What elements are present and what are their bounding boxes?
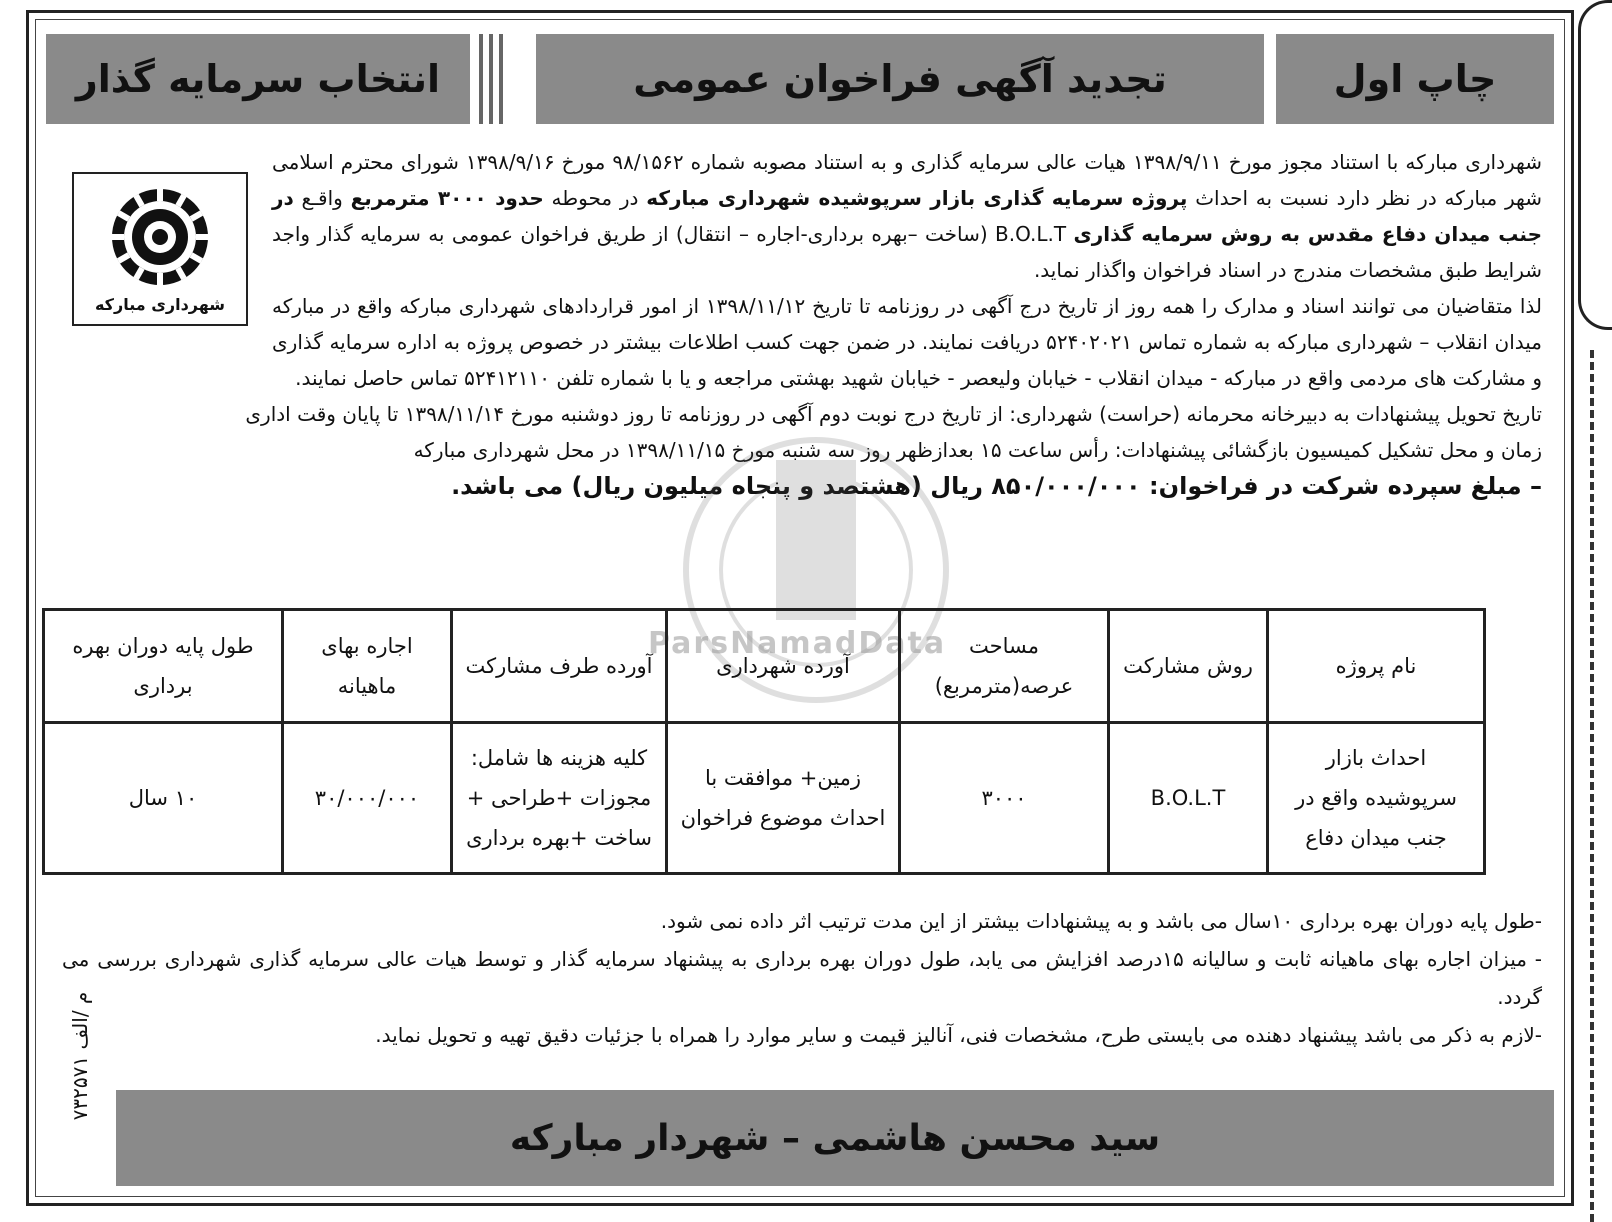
table-header-row	[44, 610, 1485, 723]
cell-project-name: احداث بازار سرپوشیده واقع در جنب میدان دفاع	[1268, 723, 1485, 874]
cell-municipality-contribution: زمین+ موافقت با احداث موضوع فراخوان	[667, 723, 900, 874]
watermark-name: ParsNamadData	[648, 626, 947, 661]
area-bold: حدود ۳۰۰۰ مترمربع	[350, 186, 544, 210]
logo-wrap-spacer	[62, 144, 272, 334]
project-name-bold: پروژه سرمایه گذاری بازار سرپوشیده شهرداری مبارکه	[646, 186, 1188, 210]
ad-frame	[26, 10, 1574, 1206]
ad-inner-border	[35, 19, 1565, 1197]
col-operation-period: طول پایه دوران بهره برداری	[44, 610, 283, 723]
ad-code-box	[50, 956, 110, 1156]
col-monthly-rent: اجاره بهای ماهیانه	[283, 610, 452, 723]
cell-area: ۳۰۰۰	[900, 723, 1109, 874]
logo-caption: شهرداری مبارکه	[94, 294, 226, 314]
note-item: -طول پایه دوران بهره برداری ۱۰سال می باشد و به پیشنهادات بیشتر از این مدت ترتیب اثر داده نمی شود.	[660, 909, 1542, 933]
cut-line	[1590, 350, 1594, 1222]
cell-partner-contribution: کلیه هزینه ها شامل: مجوزات +طراحی + ساخت +بهره برداری	[452, 723, 667, 874]
deposit-amount: – مبلغ سپرده شرکت در فراخوان: ۸۵۰/۰۰۰/۰۰۰ ریال (هشتصد و پنجاه میلیون ریال) می باشد.	[451, 472, 1542, 500]
cell-operation-period: ۱۰ سال	[44, 723, 283, 874]
note-item: -لازم به ذکر می باشد پیشنهاد دهنده می بایستی طرح، مشخصات فنی، آنالیز قیمت و سایر موارد را همراه با جزئیات دقیق تهیه و تحویل نماید.	[375, 1023, 1542, 1047]
col-participation-method: روش مشارکت	[1109, 610, 1268, 723]
col-area: مساحت عرصه(مترمربع)	[900, 610, 1109, 723]
paragraph-commission: زمان و محل تشکیل کمیسیون بازگشائی پیشنهادات: رأس ساعت ۱۵ بعدازظهر روز سه شنبه مورخ ۱۳۹۸/۱۱/۱۵ در محل شهرداری مبارکه	[413, 438, 1542, 462]
location-bold: در جنب میدان دفاع مقدس به روش سرمایه گذاری	[272, 186, 1542, 246]
note-item: - میزان اجاره بهای ماهیانه ثابت و سالیانه ۱۵درصد افزایش می یابد، طول دوران بهره برداری به پیشنهاد سرمایه گذار و توسط هیات عالی سرمایه گذاری شهرداری بررسی می گردد.	[62, 947, 1543, 1009]
signature-band: سید محسن هاشمی – شهردار مبارکه	[116, 1090, 1554, 1186]
col-project-name: نام پروژه	[1268, 610, 1485, 723]
paragraph-documents: لذا متقاضیان می توانند اسناد و مدارک را همه روز از تاریخ درج آگهی در روزنامه تا تاریخ ۱۳۹۸/۱۱/۱۲ از امور قراردادهای شهرداری مبارکه واقع در مبارکه میدان انقلاب – شهرداری مبارکه به شماره تماس ۵۲۴۰۲۰۲۱ دریافت نمایند. در ضمن جهت کسب اطلاعات بیشتر در خصوص پروژه به اداره سرمایه گذاری و مشارکت های مردمی واقع در مبارکه - میدان انقلاب - خیابان ولیعصر - خیابان شهید بهشتی مراجعه و یا با شماره تلفن ۵۲۴۱۲۱۱۰ تماس حاصل نمایند.	[272, 294, 1543, 390]
paragraph-intro	[62, 144, 1542, 288]
ad-subtitle: انتخاب سرمایه گذار	[46, 34, 470, 124]
intro-text-located: واقـع	[293, 186, 351, 210]
header-separator	[476, 34, 506, 124]
col-partner-contribution: آورده طرف مشارکت	[452, 610, 667, 723]
intro-text-cont: در محوطه	[543, 186, 647, 210]
paragraph-submission-date: تاریخ تحویل پیشنهادات به دبیرخانه محرمانه (حراست) شهرداری: از تاریخ درج نوبت دوم آگهی در روزنامه تا روز دوشنبه مورخ ۱۳۹۸/۱۱/۱۴ تا پایان وقت اداری	[245, 402, 1542, 426]
intro-text-end: B.O.L.T (ساخت –بهره برداری-اجاره – انتقال) از طریق فراخوان عمومی به سرمایه گذار واجد شرایط طبق مشخصات مندرج در اسناد فراخوان واگذار نماید.	[272, 222, 1542, 282]
notes-section	[62, 902, 1542, 1054]
ad-title: تجدید آگهی فراخوان عمومی	[536, 34, 1264, 124]
page-edge	[1578, 0, 1612, 1222]
cell-participation-method: B.O.L.T	[1109, 723, 1268, 874]
project-table	[42, 608, 1486, 875]
ad-code: ۷۳۲۵۷۱ م /الف	[68, 991, 92, 1121]
edge-arc	[1578, 0, 1612, 330]
intro-text: شهرداری مبارکه با استناد مجوز مورخ ۱۳۹۸/۹/۱۱ هیات عالی سرمایه گذاری و به استناد مصوبه شماره ۹۸/۱۵۶۲ مورخ ۱۳۹۸/۹/۱۶ شورای محترم اسلامی شهر مبارکه در نظر دارد نسبت به احداث	[272, 150, 1543, 210]
table-row	[44, 723, 1485, 874]
print-label: چاپ اول	[1276, 34, 1554, 124]
announcement-body	[62, 144, 1542, 504]
cell-monthly-rent: ۳۰/۰۰۰/۰۰۰	[283, 723, 452, 874]
col-municipality-contribution: آورده شهرداری	[667, 610, 900, 723]
